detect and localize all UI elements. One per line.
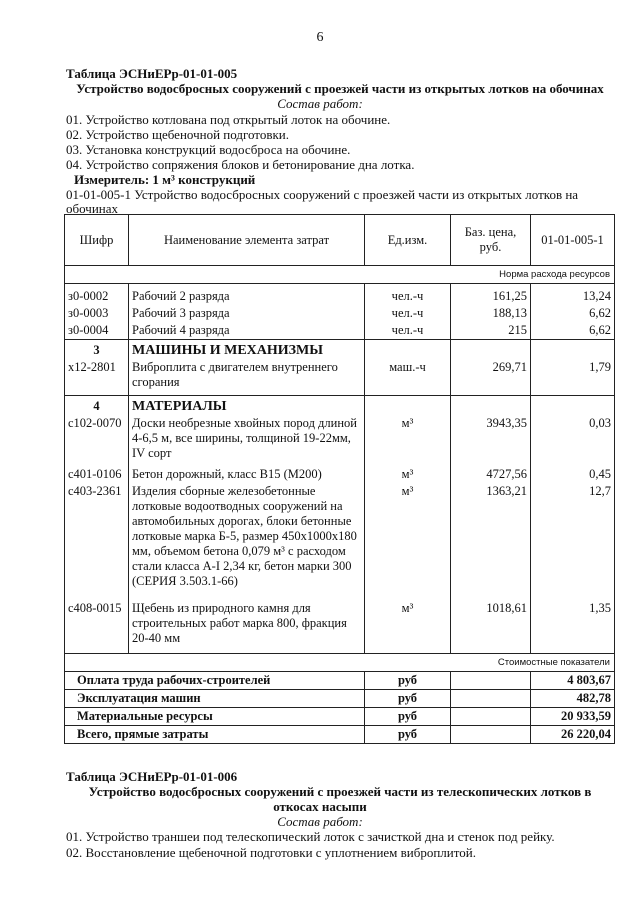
cell-name — [129, 359, 365, 391]
header-norm: 01-01-005-1 — [531, 215, 615, 266]
cell-name-line: мм, объемом бетона 0,079 м³ с расходом — [132, 544, 346, 558]
cell-name-line: Доски необрезные хвойных пород длиной — [132, 416, 357, 430]
table-row — [65, 322, 615, 340]
section-row — [65, 396, 615, 416]
work-item: 01. Устройство траншеи под телескопический лоток с зачисткой дна и стенок под рейку. — [66, 829, 555, 844]
cell-code: с403-2361 — [65, 483, 129, 590]
table-row — [65, 466, 615, 483]
total-row — [65, 672, 615, 690]
cell-name-line: лотковые марка Б-5, размер 450х1000х180 — [132, 529, 357, 543]
total-label: Материальные ресурсы — [65, 708, 365, 726]
cell-name-line: лотковые водоотводных сооружений на — [132, 499, 343, 513]
cost-caption: Стоимостные показатели — [65, 654, 615, 672]
cell-norm: 1,79 — [531, 359, 615, 391]
table-row — [65, 483, 615, 590]
table1-meter: Измеритель: 1 м³ конструкций — [74, 172, 256, 187]
section-title-cell — [129, 340, 365, 360]
table2-heading-cont: откосах насыпи — [273, 799, 367, 814]
cell-name — [129, 483, 365, 590]
header-price — [451, 215, 531, 266]
table1-code-desc: 01-01-005-1 Устройство водосбросных сооружений с проезжей части из открытых лотков на — [66, 187, 579, 202]
work-item: 01. Устройство котлована под открытый лоток на обочине. — [66, 112, 391, 127]
work-item: 02. Устройство щебеночной подготовки. — [66, 127, 289, 142]
cell-price: 215 — [451, 322, 531, 340]
cell-price: 269,71 — [451, 359, 531, 391]
norm-caption: Норма расхода ресурсов — [65, 266, 615, 284]
table2-title: Таблица ЭСНиЕРр-01-01-006 — [66, 769, 238, 784]
cell-name: Рабочий 2 разряда — [129, 288, 365, 305]
header-code: Шифр — [65, 215, 129, 266]
cell-price: 1363,21 — [451, 483, 531, 590]
cell-name-line: 4-6,5 м, все ширины, толщиной 19-22мм, — [132, 431, 351, 445]
cell-code: с408-0015 — [65, 600, 129, 647]
section-number: 3 — [65, 340, 129, 360]
cell-code: з0-0002 — [65, 288, 129, 305]
table1-works-title: Состав работ: — [277, 96, 363, 111]
total-value: 482,78 — [531, 690, 615, 708]
cell-name — [129, 415, 365, 462]
table-row — [65, 305, 615, 322]
table2-heading: Устройство водосбросных сооружений с проезжей части из телескопических лотков в — [88, 784, 592, 799]
section-title: МАШИНЫ И МЕХАНИЗМЫ — [132, 343, 324, 358]
header-price-line2: руб. — [479, 240, 502, 254]
cell-name-line: IV сорт — [132, 446, 172, 460]
cell-name-line: Виброплита с двигателем внутреннего — [132, 360, 338, 374]
cell-unit: м³ — [365, 466, 451, 483]
cell-name: Рабочий 4 разряда — [129, 322, 365, 340]
cell-norm: 1,35 — [531, 600, 615, 647]
cell-name-line: строительных работ марка 800, фракция — [132, 616, 347, 630]
cell-unit: м³ — [365, 415, 451, 462]
cell-unit: м³ — [365, 483, 451, 590]
norm-caption-row — [65, 266, 615, 284]
table-row — [65, 415, 615, 462]
table-row — [65, 600, 615, 647]
total-unit: руб — [365, 690, 451, 708]
header-unit: Ед.изм. — [365, 215, 451, 266]
cell-code: с401-0106 — [65, 466, 129, 483]
cell-name-line: Щебень из природного камня для — [132, 601, 311, 615]
total-unit: руб — [365, 726, 451, 744]
total-value: 20 933,59 — [531, 708, 615, 726]
cell-norm: 12,7 — [531, 483, 615, 590]
work-item: 02. Восстановление щебеночной подготовки с уплотнением виброплитой. — [66, 845, 476, 860]
work-item: 03. Установка конструкций водосброса на обочине. — [66, 142, 351, 157]
page-number: 6 — [316, 30, 324, 45]
cell-price: 3943,35 — [451, 415, 531, 462]
total-unit: руб — [365, 708, 451, 726]
table1-heading: Устройство водосбросных сооружений с проезжей части из открытых лотков на обочинах — [76, 81, 604, 96]
section-title-cell — [129, 396, 365, 416]
total-label: Оплата труда рабочих-строителей — [65, 672, 365, 690]
total-row — [65, 708, 615, 726]
cell-norm: 0,03 — [531, 415, 615, 462]
section-title: МАТЕРИАЛЫ — [132, 399, 227, 414]
header-name: Наименование элемента затрат — [129, 215, 365, 266]
cell-unit: чел.-ч — [365, 305, 451, 322]
work-item: 04. Устройство сопряжения блоков и бетонирование дна лотка. — [66, 157, 415, 172]
total-unit: руб — [365, 672, 451, 690]
cell-norm: 6,62 — [531, 322, 615, 340]
total-value: 26 220,04 — [531, 726, 615, 744]
total-row — [65, 690, 615, 708]
cell-name-line: Изделия сборные железобетонные — [132, 484, 316, 498]
cell-unit: маш.-ч — [365, 359, 451, 391]
cell-name: Рабочий 3 разряда — [129, 305, 365, 322]
cell-norm: 6,62 — [531, 305, 615, 322]
table2-works-title: Состав работ: — [277, 814, 363, 829]
table-header-row — [65, 215, 615, 266]
table-row — [65, 359, 615, 391]
header-price-line1: Баз. цена, — [464, 225, 517, 239]
total-row — [65, 726, 615, 744]
cell-code: з0-0004 — [65, 322, 129, 340]
total-value: 4 803,67 — [531, 672, 615, 690]
cell-norm: 0,45 — [531, 466, 615, 483]
table1-title: Таблица ЭСНиЕРр-01-01-005 — [66, 66, 238, 81]
table-row — [65, 288, 615, 305]
cell-code: х12-2801 — [65, 359, 129, 391]
cell-price: 1018,61 — [451, 600, 531, 647]
section-row — [65, 340, 615, 360]
cell-name-line: 20-40 мм — [132, 631, 181, 645]
cell-price: 188,13 — [451, 305, 531, 322]
cell-name — [129, 600, 365, 647]
cell-price: 161,25 — [451, 288, 531, 305]
cell-code: з0-0003 — [65, 305, 129, 322]
cell-price: 4727,56 — [451, 466, 531, 483]
cell-code: с102-0070 — [65, 415, 129, 462]
cell-name-line: стали класса А-I 2,34 кг, бетон марки 300 — [132, 559, 352, 573]
cell-unit: м³ — [365, 600, 451, 647]
table1-code-desc-cont: обочинах — [66, 201, 118, 216]
cost-caption-row — [65, 654, 615, 672]
resource-norm-table — [64, 214, 615, 744]
cell-name: Бетон дорожный, класс В15 (М200) — [129, 466, 365, 483]
cell-norm: 13,24 — [531, 288, 615, 305]
cell-name-line: автомобильных дорогах, блоки бетонные — [132, 514, 352, 528]
cell-name-line: сгорания — [132, 375, 180, 389]
section-number: 4 — [65, 396, 129, 416]
cell-unit: чел.-ч — [365, 322, 451, 340]
total-label: Эксплуатация машин — [65, 690, 365, 708]
total-label: Всего, прямые затраты — [65, 726, 365, 744]
cell-unit: чел.-ч — [365, 288, 451, 305]
cell-name-line: (СЕРИЯ 3.503.1-66) — [132, 574, 238, 588]
